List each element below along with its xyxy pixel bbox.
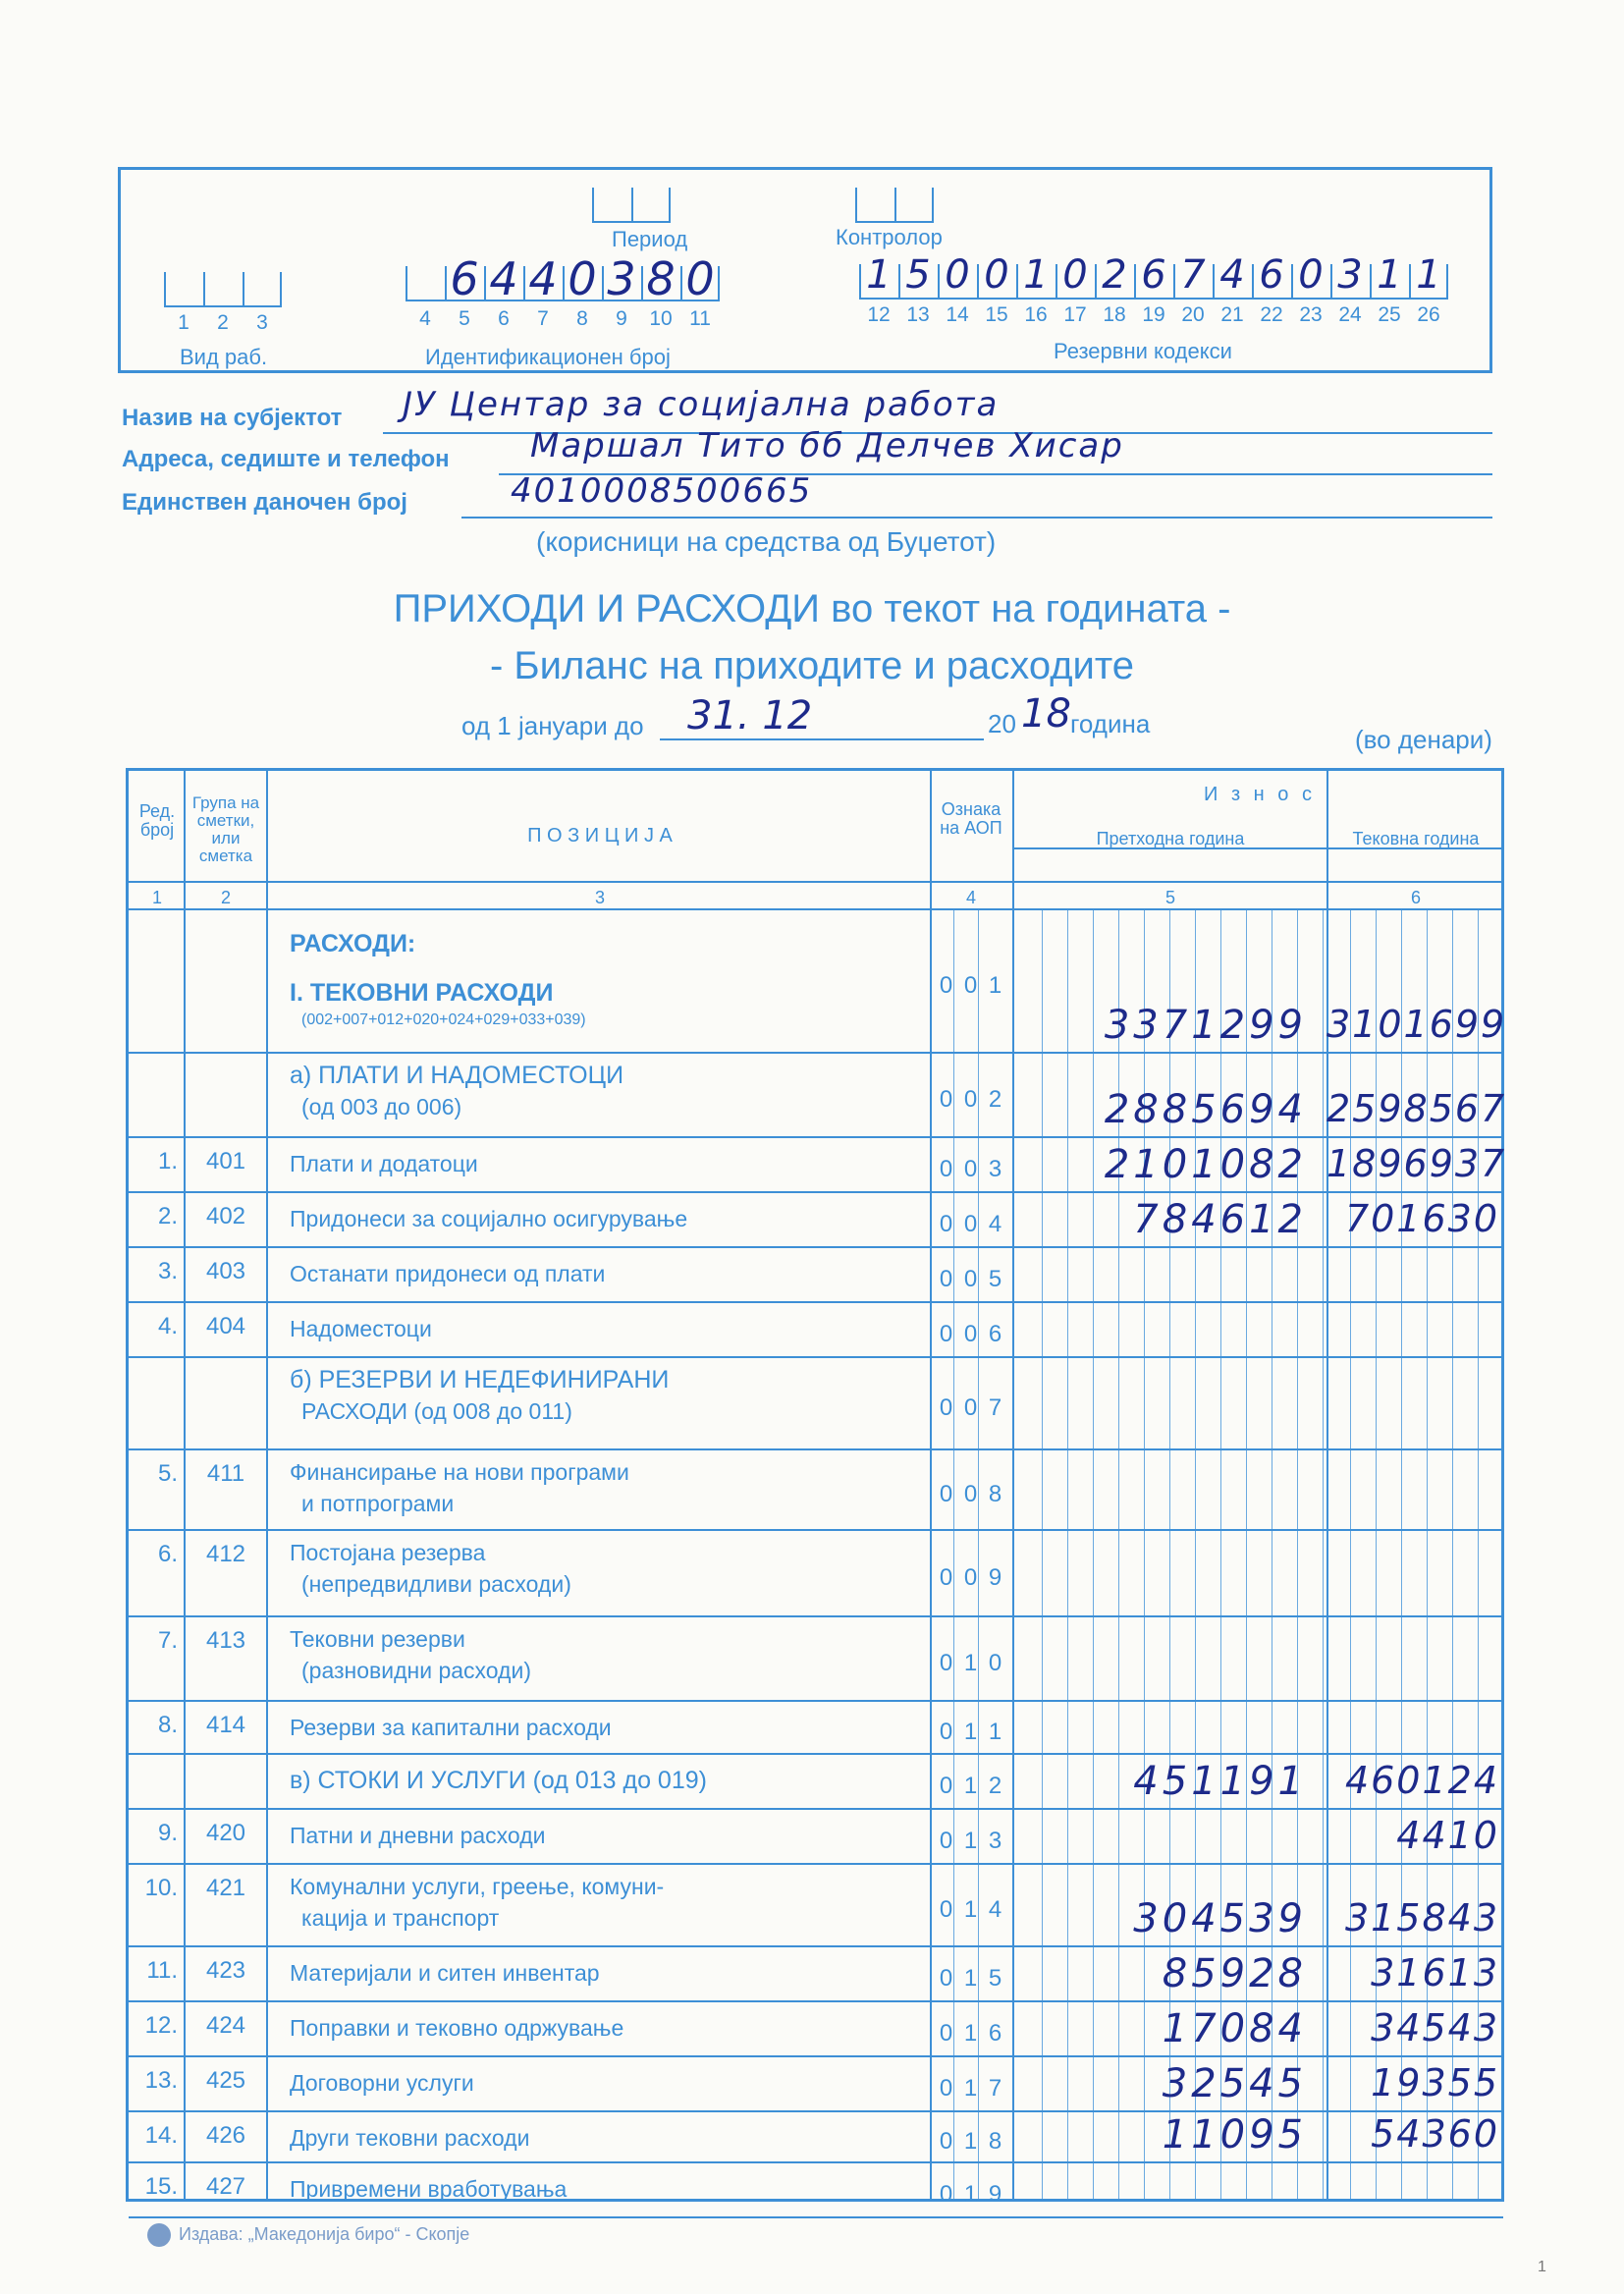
position-sublabel: и потпрограми (301, 1491, 455, 1516)
current-year-amount[interactable]: 2598567 (1326, 1087, 1507, 1130)
position-sublabel: (разновидни расходи) (301, 1658, 531, 1683)
grid-line (129, 1700, 1503, 1702)
grid-line (129, 1356, 1503, 1358)
id-number-value (445, 252, 720, 305)
tax-number-line (461, 517, 1492, 519)
aop-code (934, 1266, 1007, 1293)
grid-line (129, 2161, 1503, 2163)
previous-year-amount[interactable]: 11095 (1162, 2112, 1307, 2157)
account-code: 402 (205, 1203, 246, 1229)
position-number: 22 (1260, 303, 1283, 326)
position-number: 12 (867, 303, 891, 326)
position-label: Други тековни расходи (290, 2125, 530, 2151)
position-label: Постојана резерва (290, 1540, 486, 1565)
position-sublabel: (непредвидливи расходи) (301, 1571, 571, 1597)
grid-line (129, 1301, 1503, 1303)
identification-box (118, 167, 1492, 373)
aop-digit: 1 (963, 1896, 978, 1923)
aop-code (934, 1394, 1007, 1422)
row-number: 15. (144, 2173, 178, 2200)
previous-year-amount[interactable]: 32545 (1162, 2061, 1307, 2106)
publisher-text: Издава: „Македонија биро“ - Скопје (179, 2223, 470, 2244)
aop-code (934, 1650, 1007, 1677)
previous-year-amount[interactable]: 304539 (1133, 1896, 1307, 1941)
current-year-amount[interactable]: 701630 (1344, 1197, 1499, 1240)
previous-year-amount[interactable]: 85928 (1162, 1951, 1307, 1996)
id-number-label: Идентификационен број (425, 345, 671, 369)
aop-digit: 0 (939, 1086, 953, 1113)
position-label: б) РЕЗЕРВИ И НЕДЕФИНИРАНИ (290, 1366, 670, 1393)
section-rashodi: РАСХОДИ: (290, 930, 416, 957)
aop-digit: 1 (963, 1965, 978, 1992)
period-date-value[interactable]: 31. 12 (687, 693, 813, 738)
aop-digit: 0 (963, 1211, 978, 1237)
aop-digit: 0 (963, 1564, 978, 1591)
aop-digit: 1 (963, 1773, 978, 1799)
aop-code (934, 1564, 1007, 1592)
aop-digit: 0 (963, 1321, 978, 1347)
grid-line (129, 2055, 1503, 2057)
page-number: 1 (1538, 2259, 1546, 2275)
aop-digit: 1 (963, 2020, 978, 2047)
current-year-amount[interactable]: 34543 (1371, 2006, 1499, 2049)
grid-line (129, 908, 1503, 910)
aop-digit: 1 (963, 2075, 978, 2102)
reserved-digit: 5 (905, 252, 931, 298)
aop-digit: 1 (963, 1719, 978, 1745)
row-number: 3. (157, 1258, 178, 1284)
aop-digit: 0 (939, 1211, 953, 1237)
header-grupa: Група на сметки, или сметка (191, 793, 260, 865)
header-previous-year: Претходна година (1096, 829, 1245, 848)
vid-rab-cells (164, 272, 282, 307)
account-code: 424 (205, 2012, 246, 2039)
aop-digit: 0 (939, 972, 953, 999)
previous-year-amount[interactable]: 2885694 (1104, 1087, 1307, 1132)
tax-number-value[interactable]: 4010008500665 (511, 471, 813, 511)
current-year-amount[interactable]: 19355 (1371, 2061, 1499, 2104)
aop-digit: 1 (988, 1719, 1002, 1745)
id-number-positions (406, 307, 720, 331)
aop-code (934, 1156, 1007, 1183)
aop-digit: 1 (963, 1828, 978, 1854)
aop-digit: 3 (988, 1828, 1002, 1854)
account-code: 420 (205, 1820, 246, 1846)
current-year-amount[interactable]: 31613 (1371, 1951, 1499, 1994)
grid-line (129, 1808, 1503, 1810)
position-sublabel: (002+007+012+020+024+029+033+039) (301, 1011, 586, 1028)
aop-digit: 0 (939, 1321, 953, 1347)
position-number: 18 (1103, 303, 1126, 326)
currency-note: (во денари) (1355, 725, 1492, 754)
header-current-year: Тековна година (1352, 829, 1480, 848)
reserved-digit: 0 (945, 252, 970, 298)
position-label: Придонеси за социјално осигурување (290, 1206, 688, 1231)
aop-code (934, 1965, 1007, 1993)
publisher-note (147, 2223, 469, 2247)
aop-digit: 0 (939, 1266, 953, 1292)
account-code: 411 (206, 1460, 245, 1487)
kontrolor-cells (855, 188, 934, 223)
position-label: Тековни резерви (290, 1626, 465, 1652)
row-number: 10. (144, 1875, 178, 1901)
current-year-amount[interactable]: 54360 (1371, 2112, 1499, 2156)
aop-digit: 0 (963, 972, 978, 999)
position-number: 26 (1417, 303, 1440, 326)
report-subtitle: - Биланс на приходите и расходите (489, 644, 1134, 687)
address-label: Адреса, седиште и телефон (122, 446, 450, 472)
position-label: Комунални услуги, греење, комуни- (290, 1874, 665, 1899)
row-number: 13. (144, 2067, 178, 2094)
account-code: 404 (205, 1313, 246, 1339)
aop-code (934, 1828, 1007, 1855)
grid-line (129, 2000, 1503, 2002)
grid-line (129, 1136, 1503, 1138)
account-code: 426 (205, 2122, 246, 2149)
id-digit: 6 (450, 252, 479, 305)
account-code: 423 (205, 1957, 246, 1984)
position-label: а) ПЛАТИ И НАДОМЕСТОЦИ (290, 1062, 624, 1089)
aop-digit: 5 (988, 1266, 1002, 1292)
report-title: ПРИХОДИ И РАСХОДИ во текот на годината - (393, 587, 1231, 630)
grid-line (129, 1052, 1503, 1054)
aop-digit: 9 (988, 1564, 1002, 1591)
account-code: 412 (205, 1541, 246, 1567)
position-sublabel: (од 003 до 006) (301, 1094, 462, 1120)
row-number: 12. (144, 2012, 178, 2039)
position-sublabel: РАСХОДИ (од 008 до 011) (301, 1398, 572, 1424)
address-value[interactable]: Маршал Тито бб Делчев Хисар (530, 426, 1124, 465)
aop-digit: 0 (939, 1394, 953, 1421)
aop-digit: 1 (963, 2128, 978, 2155)
header-col-1: 1 (151, 888, 162, 907)
aop-code (934, 1481, 1007, 1508)
reserved-digit: 3 (1337, 252, 1363, 298)
aop-digit: 0 (939, 1481, 953, 1507)
header-col-2: 2 (220, 888, 231, 907)
aop-digit: 0 (939, 1650, 953, 1676)
position-number: 3 (256, 311, 268, 334)
aop-code (934, 1719, 1007, 1746)
position-number: 8 (576, 307, 588, 330)
row-number: 5. (157, 1460, 178, 1487)
aop-digit: 0 (963, 1481, 978, 1507)
year-word: година (1070, 709, 1151, 738)
aop-digit: 0 (963, 1394, 978, 1421)
grid-line (129, 1246, 1503, 1248)
aop-digit: 7 (988, 1394, 1002, 1421)
aop-digit: 0 (939, 1156, 953, 1182)
header-iznos: И з н о с (1204, 784, 1316, 805)
header-oznaka-aop: Ознака на АОП (940, 799, 1002, 838)
account-code: 401 (205, 1148, 246, 1174)
aop-digit: 0 (939, 1564, 953, 1591)
reserved-codes-label: Резервни кодекси (1054, 339, 1232, 363)
grid-line (129, 1863, 1503, 1865)
grid-line (129, 1191, 1503, 1193)
id-digit: 4 (489, 252, 518, 305)
period-label: Период (612, 227, 688, 251)
aop-digit: 4 (988, 1211, 1002, 1237)
previous-year-amount[interactable]: 784612 (1133, 1197, 1307, 1242)
aop-code (934, 2128, 1007, 2156)
reserved-digit: 1 (1377, 252, 1402, 298)
row-number: 8. (157, 1712, 178, 1738)
aop-code (934, 2181, 1007, 2209)
year-value[interactable]: 18 (1021, 691, 1071, 737)
previous-year-amount[interactable]: 3371299 (1104, 1003, 1307, 1048)
account-code: 414 (205, 1712, 246, 1738)
publisher-logo-icon (147, 2223, 171, 2247)
row-number: 9. (157, 1820, 178, 1846)
position-number: 7 (537, 307, 549, 330)
reserved-digit: 1 (866, 252, 892, 298)
year-prefix: 20 (988, 709, 1016, 738)
aop-code (934, 972, 1007, 1000)
aop-digit: 8 (988, 2128, 1002, 2155)
header-pozicija: П О З И Ц И Ј А (527, 825, 673, 847)
aop-digit: 1 (963, 2181, 978, 2208)
aop-digit: 1 (988, 972, 1002, 999)
subject-name-value[interactable]: ЈУ Центар за социјална работа (403, 385, 1000, 424)
aop-code (934, 1211, 1007, 1238)
subject-name-label: Назив на субјектот (122, 405, 343, 431)
kontrolor-label: Контролор (836, 225, 943, 249)
aop-digit: 0 (939, 1773, 953, 1799)
position-number: 13 (906, 303, 930, 326)
header-col-5: 5 (1164, 888, 1175, 907)
aop-digit: 9 (988, 2181, 1002, 2208)
grid-line (129, 2216, 1503, 2218)
header-col-4: 4 (965, 888, 976, 907)
grid-line (930, 771, 932, 2199)
reserved-digit: 6 (1259, 252, 1284, 298)
current-year-amount[interactable]: 3101699 (1326, 1003, 1507, 1046)
row-number: 4. (157, 1313, 178, 1339)
aop-digit: 0 (939, 2020, 953, 2047)
id-digit: 0 (568, 252, 597, 305)
position-number: 20 (1181, 303, 1205, 326)
previous-year-amount[interactable]: 2101082 (1104, 1142, 1307, 1187)
grid-line (129, 1448, 1503, 1450)
id-digit: 3 (607, 252, 636, 305)
current-year-amount[interactable]: 460124 (1344, 1759, 1499, 1802)
row-number: 14. (144, 2122, 178, 2149)
aop-code (934, 1086, 1007, 1114)
position-label: Резерви за капитални расходи (290, 1715, 612, 1740)
aop-digit: 0 (939, 2128, 953, 2155)
id-digit: 4 (528, 252, 558, 305)
grid-line (129, 1615, 1503, 1617)
aop-digit: 0 (939, 2075, 953, 2102)
row-number: 6. (157, 1541, 178, 1567)
header-red-broj: Ред. број (138, 801, 176, 840)
aop-digit: 6 (988, 2020, 1002, 2047)
aop-digit: 0 (988, 1650, 1002, 1676)
row-number: 1. (157, 1148, 178, 1174)
position-number: 23 (1299, 303, 1323, 326)
current-year-amount[interactable]: 1896937 (1326, 1142, 1507, 1185)
grid-line (129, 881, 1503, 883)
position-label: Останати придонеси од плати (290, 1261, 606, 1286)
aop-digit: 2 (988, 1773, 1002, 1799)
aop-digit: 1 (963, 1650, 978, 1676)
current-year-amount[interactable]: 315843 (1344, 1896, 1499, 1939)
id-digit: 0 (685, 252, 715, 305)
position-number: 19 (1142, 303, 1165, 326)
position-number: 10 (649, 307, 673, 330)
reserved-digit: 2 (1102, 252, 1127, 298)
position-number: 9 (616, 307, 627, 330)
row-number: 7. (157, 1627, 178, 1654)
tax-number-label: Единствен даночен број (122, 489, 407, 516)
position-label: Финансирање на нови програми (290, 1459, 629, 1485)
reserved-digit: 0 (984, 252, 1009, 298)
grid-line (1323, 908, 1324, 2199)
grid-line (129, 1945, 1503, 1947)
reserved-code-positions (859, 303, 1448, 327)
position-number: 16 (1024, 303, 1048, 326)
period-cells (592, 188, 671, 223)
position-label: Патни и дневни расходи (290, 1823, 546, 1848)
header-col-6: 6 (1410, 888, 1421, 907)
position-number: 1 (178, 311, 189, 334)
aop-digit: 0 (939, 2181, 953, 2208)
aop-digit: 2 (988, 1086, 1002, 1113)
aop-digit: 8 (988, 1481, 1002, 1507)
id-digit: 8 (646, 252, 676, 305)
position-number: 14 (946, 303, 969, 326)
row-number: 2. (157, 1203, 178, 1229)
previous-year-amount[interactable]: 17084 (1162, 2006, 1307, 2051)
vid-rab-positions (164, 311, 282, 335)
position-number: 4 (419, 307, 431, 330)
position-sublabel: кација и транспорт (301, 1905, 500, 1931)
reserved-digit: 7 (1180, 252, 1206, 298)
aop-code (934, 2075, 1007, 2103)
account-code: 413 (205, 1627, 246, 1654)
position-label: Привремени вработувања (290, 2176, 568, 2202)
aop-digit: 3 (988, 1156, 1002, 1182)
aop-digit: 0 (939, 1965, 953, 1992)
position-label: в) СТОКИ И УСЛУГИ (од 013 до 019) (290, 1767, 707, 1794)
grid-line (129, 1529, 1503, 1531)
account-code: 427 (205, 2173, 246, 2200)
reserved-digit: 1 (1023, 252, 1049, 298)
position-number: 2 (217, 311, 229, 334)
aop-digit: 7 (988, 2075, 1002, 2102)
aop-digit: 0 (963, 1086, 978, 1113)
account-code: 421 (205, 1875, 246, 1901)
aop-digit: 6 (988, 1321, 1002, 1347)
account-code: 403 (205, 1258, 246, 1284)
position-number: 5 (459, 307, 470, 330)
reserved-digit: 6 (1141, 252, 1166, 298)
aop-digit: 0 (963, 1156, 978, 1182)
row-number: 11. (146, 1957, 178, 1984)
position-number: 24 (1338, 303, 1362, 326)
position-label: Материјали и ситен инвентар (290, 1960, 600, 1986)
position-number: 17 (1063, 303, 1087, 326)
reserved-digit: 0 (1062, 252, 1088, 298)
aop-digit: 0 (939, 1719, 953, 1745)
grid-line (129, 1753, 1503, 1755)
previous-year-amount[interactable]: 451191 (1133, 1759, 1307, 1804)
position-number: 21 (1220, 303, 1244, 326)
aop-digit: 0 (939, 1828, 953, 1854)
period-date-line (660, 738, 984, 740)
reserved-codes-value (859, 252, 1448, 298)
aop-digit: 0 (963, 1266, 978, 1292)
aop-code (934, 1773, 1007, 1800)
reserved-digit: 4 (1219, 252, 1245, 298)
vid-rab-label: Вид раб. (180, 345, 268, 369)
account-code: 425 (205, 2067, 246, 2094)
position-label: Надоместоци (290, 1316, 432, 1341)
budget-users-note: (корисници на средства од Буџетот) (536, 526, 997, 557)
grid-line (266, 771, 268, 2199)
period-prefix: од 1 јануари до (461, 711, 644, 740)
balance-table (126, 768, 1507, 2208)
aop-digit: 4 (988, 1896, 1002, 1923)
header-col-3: 3 (594, 888, 605, 907)
current-year-amount[interactable]: 4410 (1396, 1814, 1499, 1857)
aop-code (934, 2020, 1007, 2048)
position-number: 25 (1378, 303, 1401, 326)
position-label: Плати и додатоци (290, 1151, 478, 1176)
aop-code (934, 1321, 1007, 1348)
position-number: 6 (498, 307, 510, 330)
reserved-digit: 1 (1416, 252, 1441, 298)
reserved-digit: 0 (1298, 252, 1324, 298)
aop-code (934, 1896, 1007, 1924)
position-label: Договорни услуги (290, 2070, 474, 2096)
position-number: 15 (985, 303, 1008, 326)
position-label: Поправки и тековно одржување (290, 2015, 624, 2041)
position-label: I. ТЕКОВНИ РАСХОДИ (290, 979, 554, 1007)
aop-digit: 5 (988, 1965, 1002, 1992)
aop-digit: 0 (939, 1896, 953, 1923)
position-number: 11 (689, 307, 711, 330)
